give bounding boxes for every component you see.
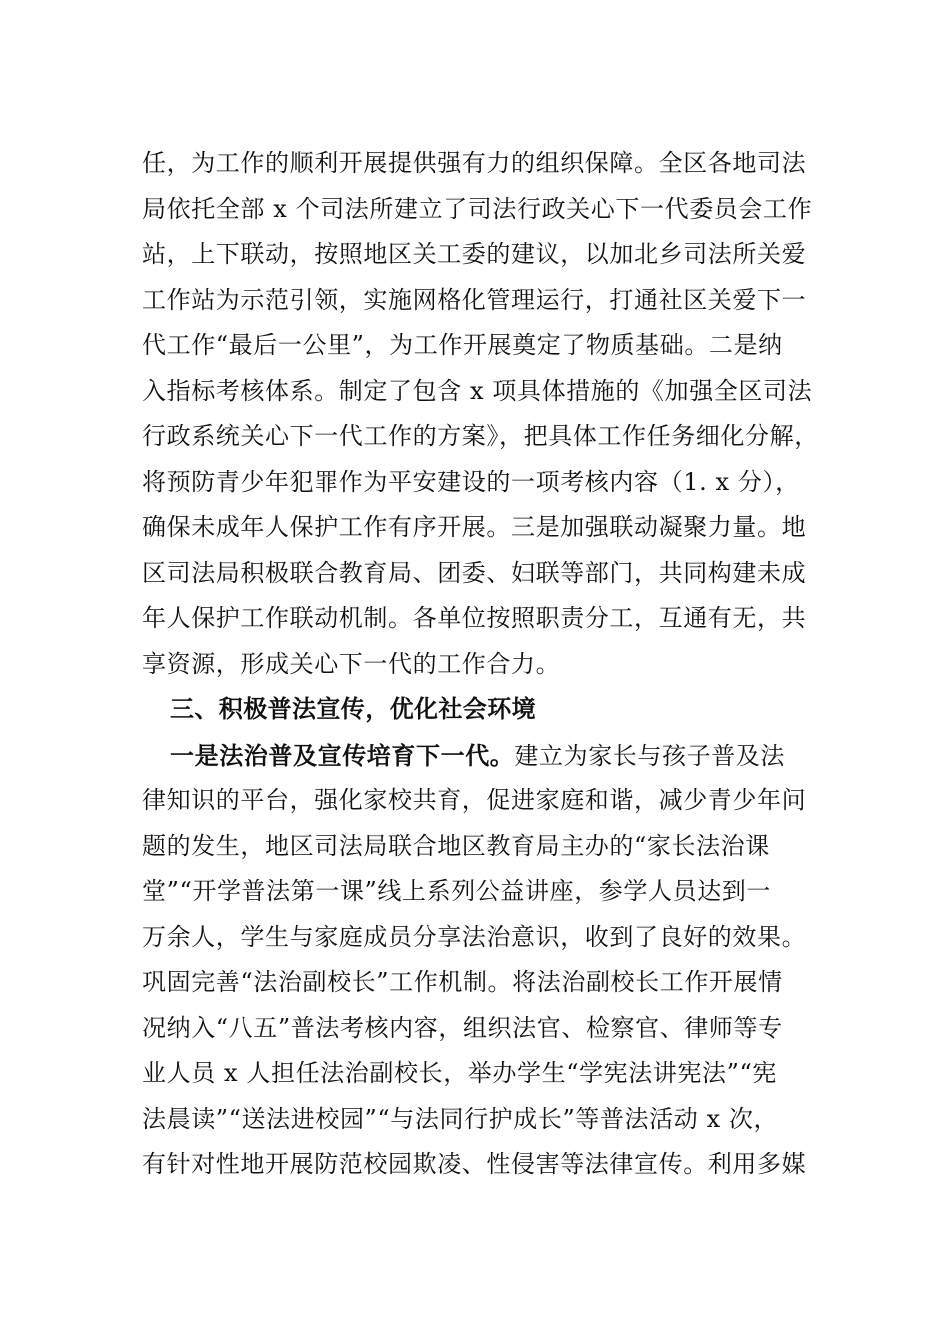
body-text-line: 确保未成年人保护工作有序开展。三是加强联动凝聚力量。地	[142, 513, 807, 541]
body-text-line: 将预防青少年犯罪作为平安建设的一项考核内容（1. x 分），	[142, 467, 800, 496]
body-text-line: 区司法局积极联合教育局、团委、妇联等部门，共同构建未成	[142, 558, 807, 587]
body-text-line: 入指标考核体系。制定了包含 x 项具体措施的《加强全区司法	[142, 376, 813, 405]
body-text-line: 巩固完善“法治副校长”工作机制。将法治副校长工作开展情	[142, 968, 783, 996]
body-text-line: 堂”“开学普法第一课”线上系列公益讲座，参学人员达到一	[142, 877, 772, 905]
paragraph-first-line	[142, 733, 842, 779]
body-text-line: 有针对性地开展防范校园欺凌、性侵害等法律宣传。利用多媒	[142, 1150, 807, 1178]
body-text-line: 况纳入“八五”普法考核内容，组织法官、检察官、律师等专	[142, 1013, 783, 1042]
body-text-line: 站，上下联动，按照地区关工委的建议，以加北乡司法所关爱	[142, 240, 807, 268]
body-text-line: 万余人，学生与家庭成员分享法治意识，收到了良好的效果。	[142, 922, 807, 951]
body-text-line: 享资源，形成关心下一代的工作合力。	[142, 649, 561, 678]
body-text-line: 业人员 x 人担任法治副校长，举办学生“学宪法讲宪法”“宪	[142, 1059, 777, 1087]
body-text-line: 题的发生，地区司法局联合地区教育局主办的“家长法治课	[142, 831, 770, 860]
body-text-line: 工作站为示范引领，实施网格化管理运行，打通社区关爱下一	[142, 285, 807, 314]
section-heading: 三、积极普法宣传，优化社会环境	[170, 695, 536, 723]
body-text-line: 法晨读”“送法进校园”“与法同行护成长”等普法活动 x 次，	[142, 1104, 779, 1133]
body-text-line: 代工作“最后一公里”，为工作开展奠定了物质基础。二是纳	[142, 331, 783, 359]
document-body	[142, 141, 842, 1188]
body-text-line: 年人保护工作联动机制。各单位按照职责分工，互通有无，共	[142, 604, 807, 632]
body-text-line: 任，为工作的顺利开展提供强有力的组织保障。全区各地司法	[142, 149, 807, 177]
paragraph-first-line-rest: 建立为家长与孩子普及法	[514, 741, 786, 770]
body-text-line: 律知识的平台，强化家校共育，促进家庭和谐，减少青少年问	[142, 786, 807, 814]
body-text-line: 局依托全部 x 个司法所建立了司法行政关心下一代委员会工作	[142, 194, 813, 223]
paragraph-lead-text: 一是法治普及宣传培育下一代。	[170, 740, 515, 770]
body-text-line: 行政系统关心下一代工作的方案》，把具体工作任务细化分解，	[142, 422, 819, 450]
